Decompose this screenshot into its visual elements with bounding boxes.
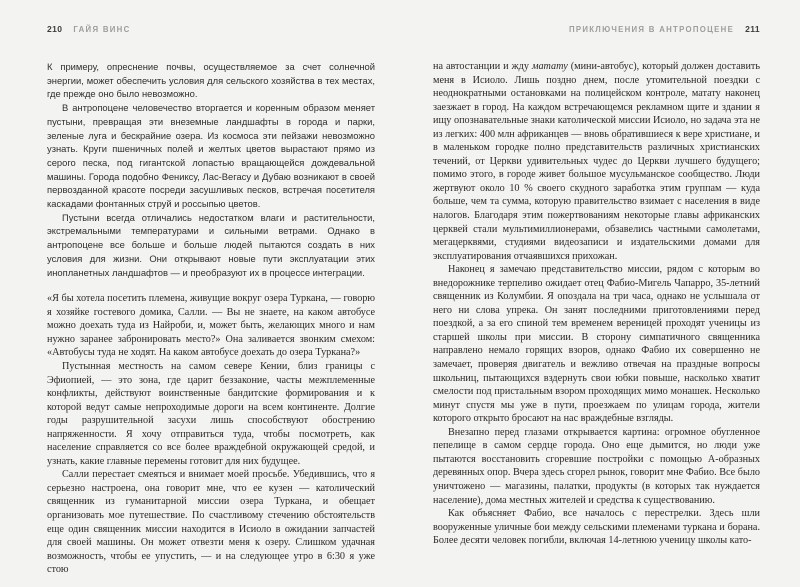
paragraph: К примеру, опреснение почвы, осуществляемое за счет солнечной энергии, может обеспечить условия для сельского хозяйства в тех местах, где прежде оно было невозможно. bbox=[47, 61, 375, 100]
paragraph: «Я бы хотела посетить племена, живущие вокруг озера Туркана, — говорю я хозяйке гостевого домика, Салли. — Вы не знаете, на каком автобусе можно доехать туда из Найроби, и, может быть, желающих много и нам нужно заранее забронировать место?» Она заливается звонким смехом: «Автобусы туда не ходят. На каком автобусе доехать до озера Туркана?» bbox=[47, 293, 375, 359]
paragraph: Салли перестает смеяться и внимает моей просьбе. Убедившись, что я серьезно настроена, она говорит мне, что ее кузен — католический священник из гуманитарной миссии озера Туркана, и обещает организовать мое путешествие. По счастливому стечению обстоятельств еще один священник миссии находится в Исиоло в ожидании запчастей для своей машины. Он может отвезти меня к озеру. Слишком удачная возможность, чтобы ее упустить, — и на следующее утро в 6:30 я уже стою bbox=[47, 469, 375, 576]
matatu-italic-term: матату bbox=[531, 61, 568, 72]
left-page-serif-section bbox=[47, 292, 375, 576]
right-page-text-section bbox=[433, 60, 760, 548]
paragraph: Как объясняет Фабио, все началось с перестрелки. Здесь шли вооруженные уличные бои между сельскими племенами туркана и борана. Более десяти человек погибли, включая 14-летнюю ученицу школы като- bbox=[433, 508, 760, 547]
paragraph-segment: на автостанции и жду bbox=[433, 61, 532, 72]
paragraph bbox=[433, 60, 760, 263]
page-number-right: 211 bbox=[745, 24, 760, 34]
paragraph: Внезапно перед глазами открывается картина: огромное обугленное пепелище в самом сердце города. Оно еще дымится, но люди уже пытаются восстановить сгоревшие постройки с помощью А-образных деревянных опор. Вчера здесь сгорел рынок, говорит мне Фабио. Все было уничтожено — магазины, палатки, продукты (в которых так нуждается население), дома местных жителей и средства к существованию. bbox=[433, 426, 760, 506]
page-number-left: 210 bbox=[47, 24, 63, 34]
author-running-head: ГАЙЯ ВИНС bbox=[73, 25, 131, 34]
paragraph: Пустыни всегда отличались недостатком влаги и растительности, экстремальными температурами и сильными ветрами. Однако в антропоцене все больше и больше людей пытаются создать в них условия для жизни. Они открывают новые пути эксплуатации этих инопланетных ландшафтов — и преобразуют их в процессе интеграции. bbox=[47, 211, 375, 278]
running-head-left bbox=[47, 24, 375, 35]
left-page-sans-section bbox=[47, 60, 375, 279]
page-right bbox=[400, 0, 800, 587]
paragraph-segment: (мини-автобус), который должен доставить меня в Исиоло. Лишь поздно днем, после утомительной поездки с неоднократными остановками на полицейском контроле, матату наконец заезжает в город. На каждом встречающемся рекламном щите и здании я ищу опознавательные знаки католической миссии Исиоло, но задача эта не из легких: 400 млн африканцев — вновь обратившиеся к вере христиане, и в маленьком городке полно представительств различных христианских течений, от Церкви удивительных чудес до Церкви лучшего будущего; помимо этого, в городе живет большое мусульманское сообщество. Люди жертвуют около 10 % своего скудного заработка этим группам — куда больше, чем та сумма, которую правительство взимает с населения в виде налогов. Благодаря этим пожертвованиям некоторые главы африканских церквей стали мультимиллионерами, обзавелись частными самолетами, мегацерквями, студиями видеозаписи и издательскими домами для эксплуатирования отчаявшихся прихожан. bbox=[433, 61, 760, 262]
paragraph: В антропоцене человечество вторгается и коренным образом меняет пустыни, превращая эти внеземные ландшафты в города и парки, зеленые луга и бескрайние озера. Из космоса эти пейзажи невозможно узнать. Круги пшеничных полей и желтых цветов вырастают прямо из серого песка, под гигантской лопастью вращающейся дождевальной машины. Города подобно Фениксу, Лас-Вегасу и Дубаю возникают в своей первозданной красоте посреди засушливых песков, встречая посетителя каскадами фонтанных струй и россыпью цветов. bbox=[47, 102, 375, 210]
title-running-head: ПРИКЛЮЧЕНИЯ В АНТРОПОЦЕНЕ bbox=[568, 25, 735, 34]
paragraph: Пустынная местность на самом севере Кении, близ границы с Эфиопией, — это зона, где царит беззаконие, часты межплеменные конфликты, действуют воинственные бандитские формирования и к которой ведут самые непроходимые дороги на всем континенте. Долгие годы разрушительной засухи лишь способствуют обострению напряженности. Я хочу отправиться туда, чтобы посмотреть, как население справляется со все более враждебной окружающей средой, и узнать, какие главные перемены готовит для них будущее. bbox=[47, 360, 375, 467]
paragraph: Наконец я замечаю представительство миссии, рядом с которым во внедорожнике терпеливо ожидает отец Фабио-Мигель Чапарро, 35-летний священник из Колумбии. Я опоздала на три часа, однако не услышала от него ни слова упрека. Он занят последними приготовлениями перед поездкой, а за его спиной тем временем вереницей проходят ученицы из старшей школы при миссии. В сторону симпатичного священника направлено немало горящих взоров, однако Фабио их совершенно не замечает, проверяя двигатель и вежливо отвечая на праздные вопросы школьниц, пытающихся вздернуть свои юбки повыше, насколько хватит смелости под пристальным взором проходящих мимо монашек. Несколько минут спустя мы уже в пути, проезжаем по улицам города, жители которого открыто бросают на нас враждебные взгляды. bbox=[433, 264, 760, 425]
running-head-right bbox=[433, 24, 760, 35]
